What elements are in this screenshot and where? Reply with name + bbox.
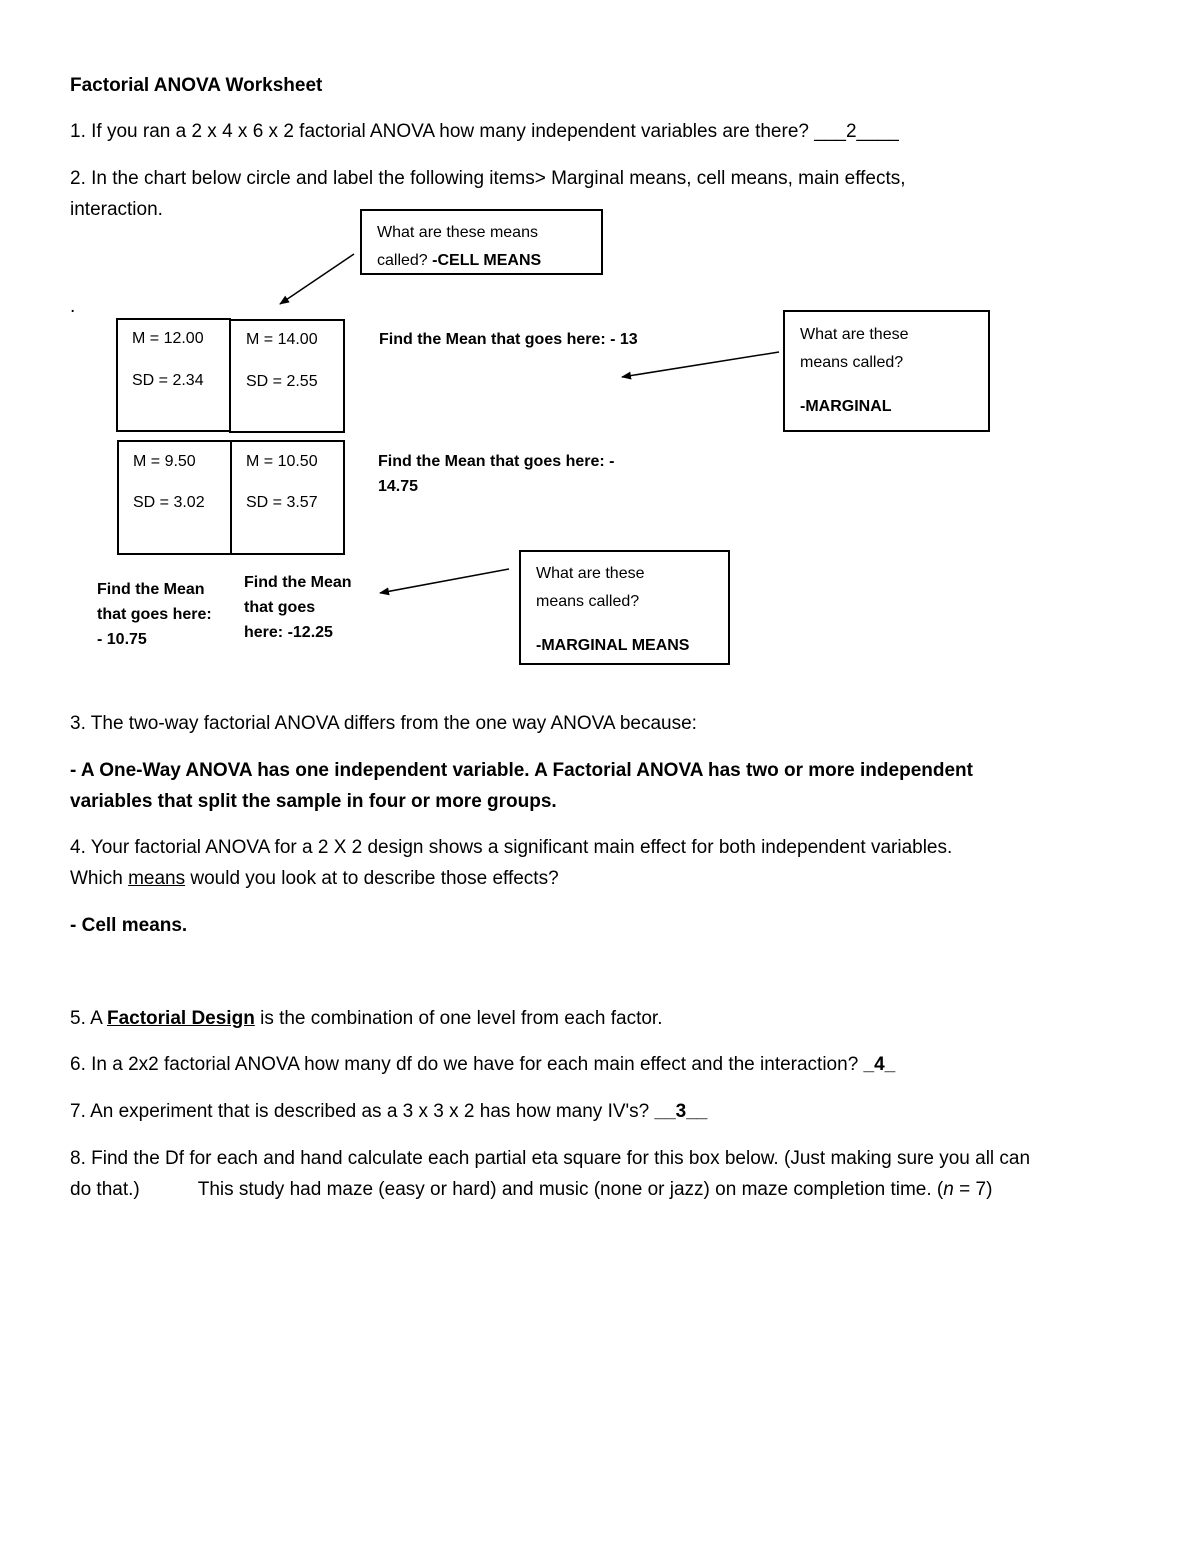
question-2-line2: interaction. (70, 199, 163, 220)
callout-cell-means-line1: What are these means (377, 224, 538, 241)
callout-marginal-right-answer: -MARGINAL (800, 398, 892, 415)
page-title: Factorial ANOVA Worksheet (70, 75, 323, 96)
cell-sd: SD = 3.57 (246, 494, 318, 511)
callout-marginal-bottom-answer: -MARGINAL MEANS (536, 637, 690, 654)
question-8-line2: do that.) This study had maze (easy or hard) and music (none or jazz) on maze completion time. (n = 7) (70, 1179, 993, 1200)
col-mean-2-line2: that goes (244, 599, 316, 616)
col-mean-2-line3: here: -12.25 (244, 624, 333, 641)
cell-sd: SD = 2.55 (246, 373, 318, 390)
row-mean-2-line2: 14.75 (378, 478, 419, 495)
question-1-text: 1. If you ran a 2 x 4 x 6 x 2 factorial ANOVA how many independent variables are there? (70, 121, 815, 142)
stray-dot: . (70, 296, 76, 317)
col-mean-2-line1: Find the Mean (244, 574, 352, 591)
question-5: 5. A Factorial Design is the combination of one level from each factor. (70, 1008, 663, 1029)
question-6: 6. In a 2x2 factorial ANOVA how many df do we have for each main effect and the interaction? _4_ (70, 1054, 896, 1075)
means-underlined: means (128, 868, 186, 889)
question-4-line2: Which means would you look at to describe those effects? (70, 868, 559, 889)
col-mean-1-line1: Find the Mean (97, 581, 205, 598)
arrow-marginal-right (622, 352, 779, 377)
question-4-line1: 4. Your factorial ANOVA for a 2 X 2 design shows a significant main effect for both independent variables. (70, 837, 953, 858)
col-mean-1-line2: that goes here: (97, 606, 212, 623)
question-4-answer: - Cell means. (70, 915, 188, 936)
col-mean-1-line3: - 10.75 (97, 631, 147, 648)
question-8-line1: 8. Find the Df for each and hand calculate each partial eta square for this box below. (Just making sure you all can (70, 1148, 1031, 1169)
arrow-cell-means (280, 254, 354, 304)
question-3-answer-line1: - A One-Way ANOVA has one independent variable. A Factorial ANOVA has two or more independent (70, 760, 973, 781)
cell-mean: M = 9.50 (133, 453, 196, 470)
cell-sd: SD = 3.02 (133, 494, 205, 511)
callout-cell-means-answer: -CELL MEANS (432, 252, 542, 269)
factorial-design-term: Factorial Design (106, 1008, 255, 1029)
question-1-answer: ___2____ (814, 121, 899, 142)
arrow-marginal-bottom (380, 569, 509, 593)
cell-mean: M = 12.00 (132, 330, 204, 347)
row-mean-1-text: Find the Mean that goes here: - 13 (379, 331, 638, 348)
question-6-answer: _4_ (863, 1054, 896, 1075)
callout-marginal-bottom-line1: What are these (536, 565, 645, 582)
question-7: 7. An experiment that is described as a 3 x 3 x 2 has how many IV's? __3__ (70, 1101, 708, 1122)
callout-cell-means-line2: called? -CELL MEANS (377, 252, 542, 269)
question-3-answer-line2: variables that split the sample in four or more groups. (70, 791, 557, 812)
callout-marginal-bottom-line2: means called? (536, 593, 640, 610)
question-7-answer: __3__ (654, 1101, 708, 1122)
question-2-line1: 2. In the chart below circle and label the following items> Marginal means, cell means, main effects, (70, 168, 906, 189)
row-mean-2-line1: Find the Mean that goes here: - (378, 453, 615, 470)
cell-mean: M = 10.50 (246, 453, 318, 470)
cell-mean: M = 14.00 (246, 331, 318, 348)
callout-marginal-right-line1: What are these (800, 326, 909, 343)
cell-sd: SD = 2.34 (132, 372, 204, 389)
callout-marginal-right-line2: means called? (800, 354, 904, 371)
question-3: 3. The two-way factorial ANOVA differs from the one way ANOVA because: (70, 713, 697, 734)
